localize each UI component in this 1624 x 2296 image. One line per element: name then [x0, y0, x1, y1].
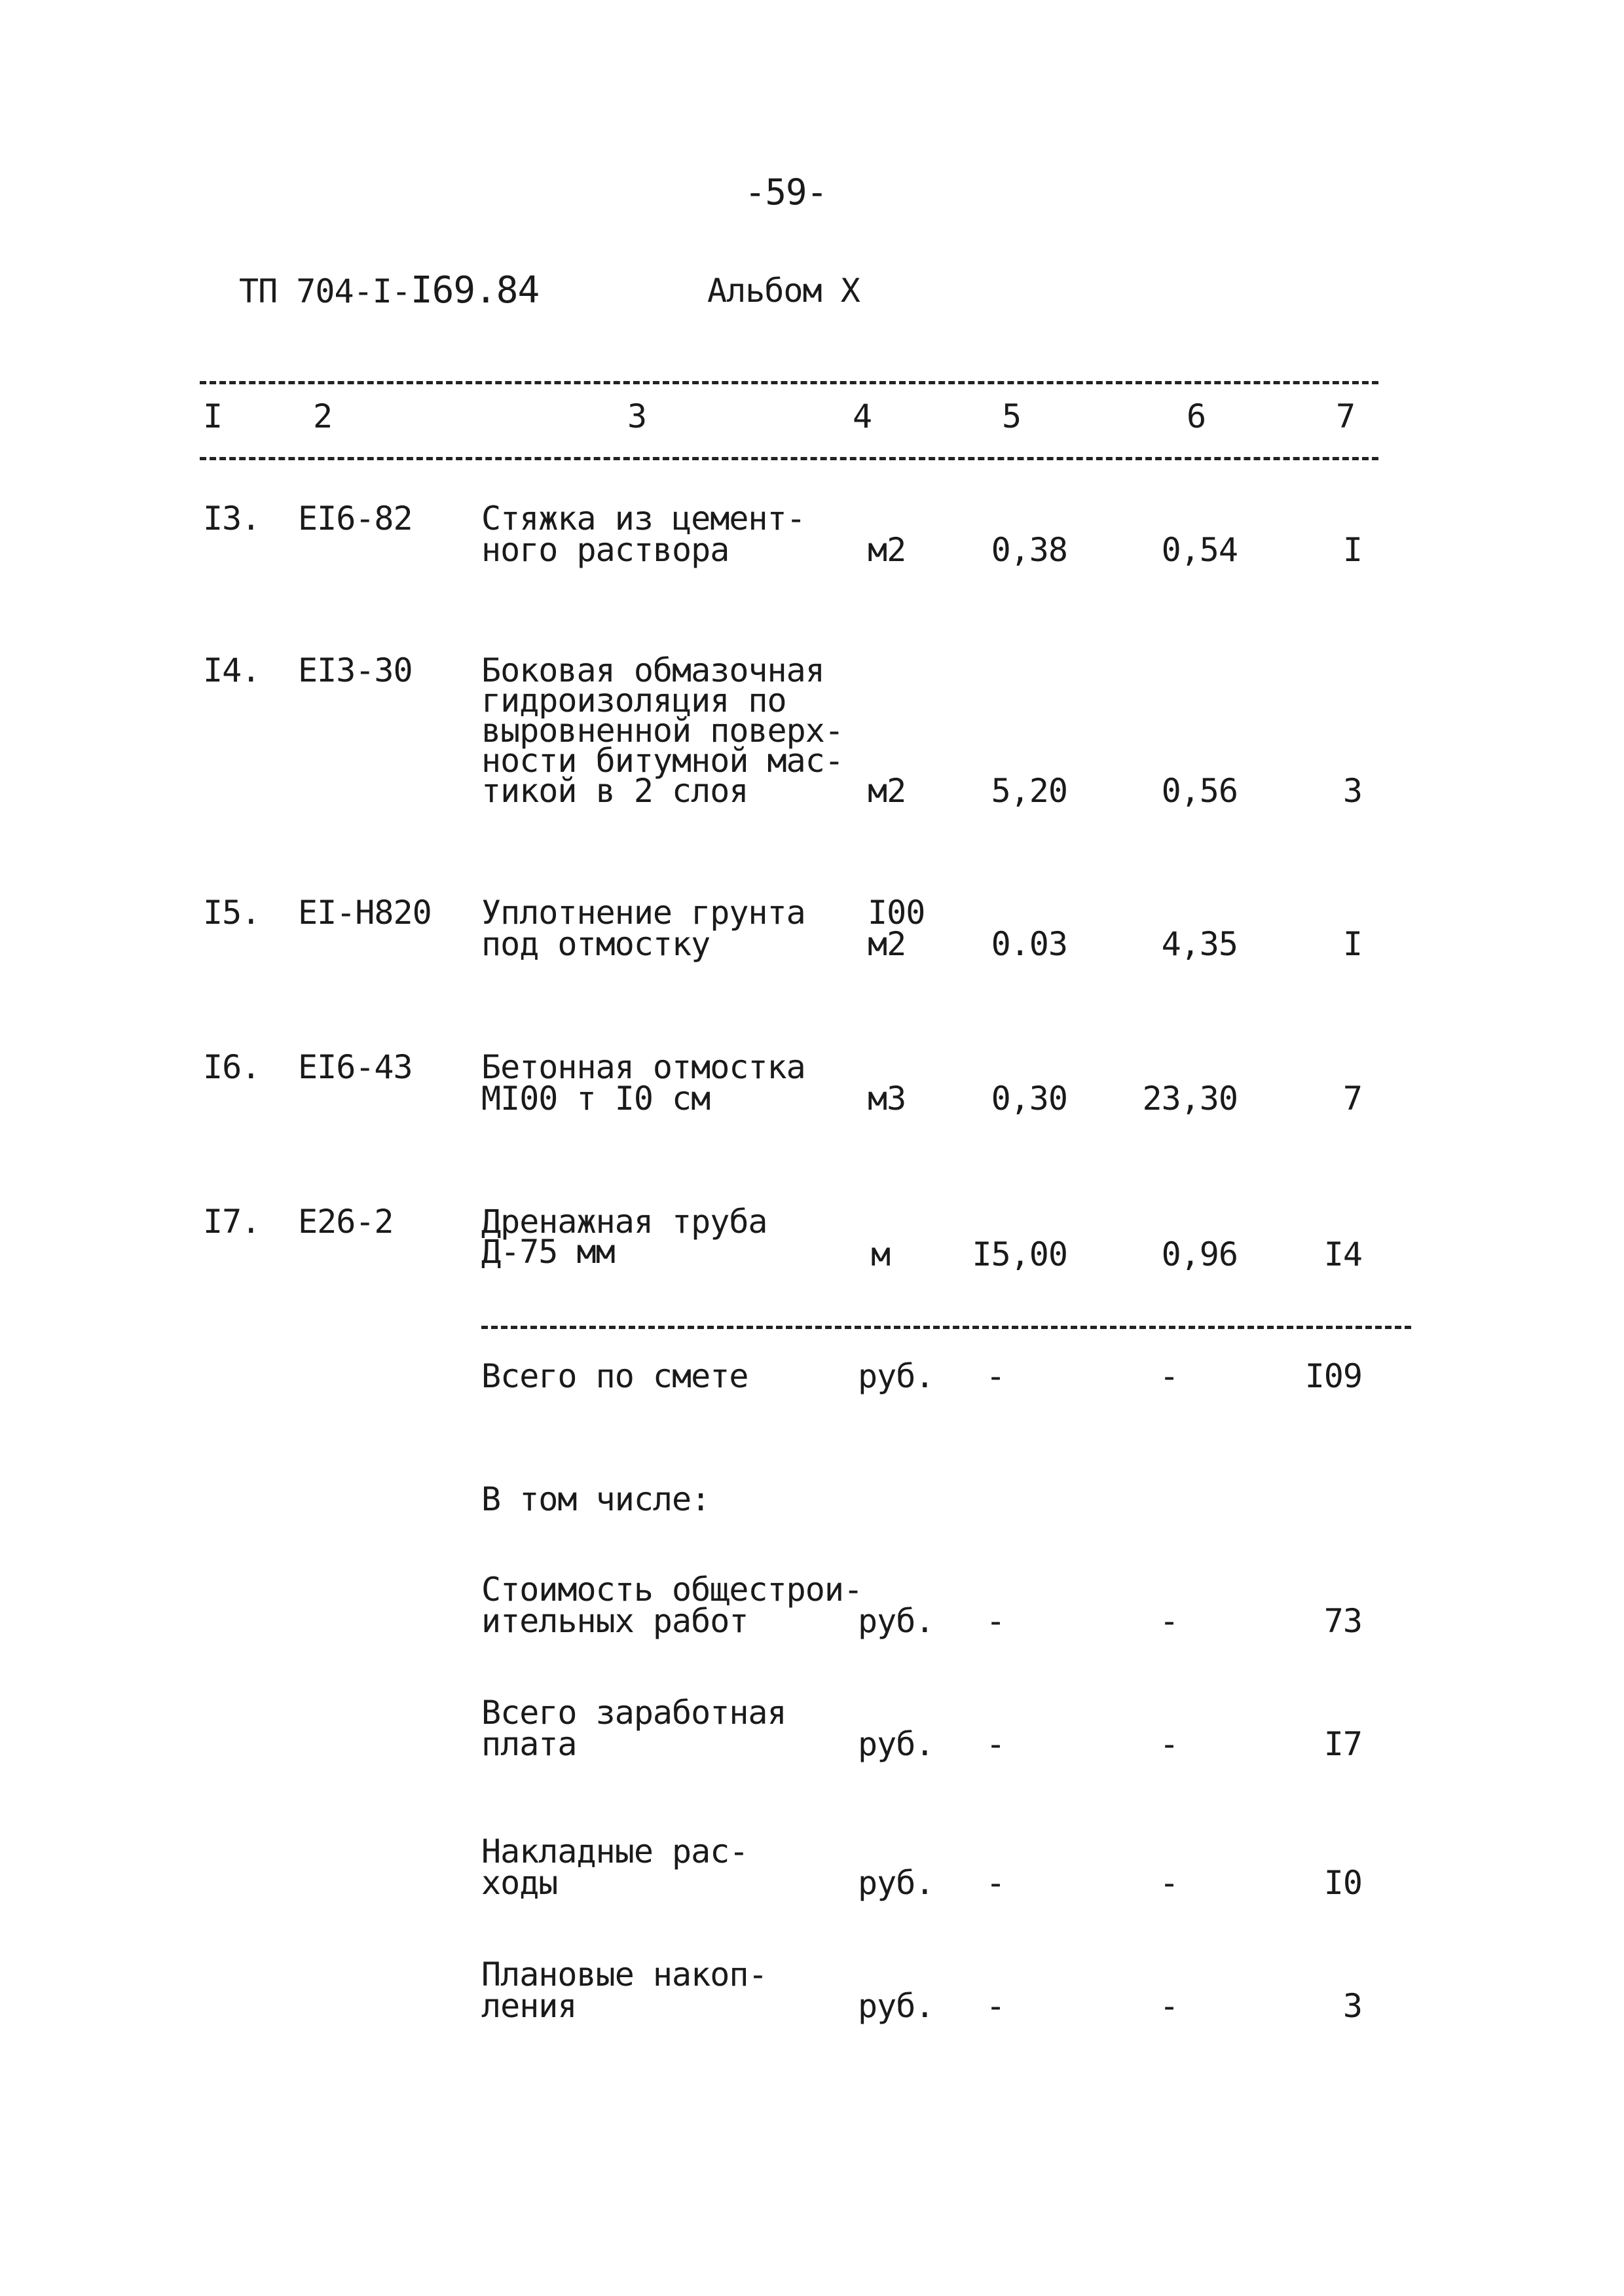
row-description-line: тикой в 2 слоя	[481, 772, 748, 810]
album-label: Альбом X	[707, 272, 860, 310]
summary-dash: -	[986, 1725, 1005, 1763]
row-code: EI3-30	[298, 651, 413, 689]
row-code: EI-H820	[298, 894, 432, 932]
row-number: I7.	[203, 1203, 261, 1241]
summary-dash: -	[986, 1602, 1005, 1640]
row-quantity: 0,38	[991, 531, 1067, 569]
summary-total-label: Всего по смете	[481, 1357, 748, 1395]
row-total: I	[1342, 531, 1362, 569]
summary-item-label-line: ходы	[481, 1864, 558, 1902]
row-unit: м2	[868, 772, 906, 810]
row-description-line: Бетонная отмостка	[481, 1048, 805, 1086]
summary-unit: руб.	[858, 1864, 934, 1902]
summary-dash: -	[1159, 1725, 1179, 1763]
summary-unit: руб.	[858, 1725, 934, 1763]
summary-unit: руб.	[858, 1987, 934, 2025]
row-description-line: MI00 т I0 см	[481, 1080, 710, 1118]
row-total: I4	[1323, 1235, 1362, 1273]
summary-item-label-line: Всего заработная	[481, 1694, 786, 1732]
summary-dash: -	[1159, 1357, 1179, 1395]
column-header-7: 7	[1336, 397, 1356, 435]
summary-item-label-line: Плановые накоп-	[481, 1956, 767, 1994]
row-description-line: Уплотнение грунта	[481, 894, 805, 932]
column-header-3: 3	[627, 397, 647, 435]
column-header-5: 5	[1002, 397, 1022, 435]
column-header-6: 6	[1187, 397, 1206, 435]
summary-dash: -	[1159, 1602, 1179, 1640]
summary-rule	[481, 1326, 1411, 1329]
summary-dash: -	[986, 1864, 1005, 1902]
row-unit-price: 23,30	[1142, 1080, 1238, 1118]
row-description-line: Боковая обмазочная	[481, 651, 824, 689]
summary-unit: руб.	[858, 1602, 934, 1640]
row-quantity: I5,00	[972, 1235, 1067, 1273]
row-unit-price: 0,56	[1161, 772, 1238, 810]
summary-item-label-line: Стоимость общестрои-	[481, 1571, 863, 1609]
row-unit-price: 0,96	[1161, 1235, 1238, 1273]
row-number: I4.	[203, 651, 261, 689]
row-code: E26-2	[298, 1203, 394, 1241]
row-unit-price: 0,54	[1161, 531, 1238, 569]
summary-dash: -	[986, 1357, 1005, 1395]
row-description-line: выровненной поверх-	[481, 712, 843, 750]
summary-unit: руб.	[858, 1357, 934, 1395]
row-unit-line: м2	[868, 925, 906, 963]
summary-item-value: I7	[1323, 1725, 1362, 1763]
summary-item-label-line: ления	[481, 1987, 577, 2025]
summary-item-label-line: плата	[481, 1725, 577, 1763]
column-header-1: I	[203, 397, 223, 435]
document-code-suffix: I69.84	[410, 269, 540, 312]
document-code-prefix: ТП 704-I-	[239, 272, 411, 310]
row-quantity: 0,30	[991, 1080, 1067, 1118]
summary-dash: -	[986, 1987, 1005, 2025]
row-number: I3.	[203, 500, 261, 538]
row-unit-line: I00	[868, 894, 925, 932]
row-quantity: 5,20	[991, 772, 1067, 810]
summary-item-value: 3	[1342, 1987, 1362, 2025]
column-header-2: 2	[313, 397, 333, 435]
header-top-rule	[200, 381, 1378, 384]
row-unit: м3	[868, 1080, 906, 1118]
row-number: I6.	[203, 1048, 261, 1086]
row-description-line: Д-75 мм	[481, 1233, 615, 1271]
row-description-line: Дренажная труба	[481, 1203, 767, 1241]
summary-item-value: 73	[1323, 1602, 1362, 1640]
column-header-4: 4	[853, 397, 872, 435]
row-total: 3	[1342, 772, 1362, 810]
row-total: I	[1342, 925, 1362, 963]
summary-total-value: I09	[1304, 1357, 1362, 1395]
row-unit-price: 4,35	[1161, 925, 1238, 963]
row-number: I5.	[203, 894, 261, 932]
row-description-line: под отмостку	[481, 925, 710, 963]
header-bottom-rule	[200, 457, 1378, 460]
page-number: -59-	[744, 172, 828, 213]
summary-item-value: I0	[1323, 1864, 1362, 1902]
row-code: EI6-43	[298, 1048, 413, 1086]
row-total: 7	[1342, 1080, 1362, 1118]
summary-item-label-line: Накладные рас-	[481, 1832, 748, 1870]
row-unit: м2	[868, 531, 906, 569]
row-description-line: ности битумной мас-	[481, 742, 843, 780]
including-label: В том числе:	[481, 1480, 710, 1518]
row-description-line: гидроизоляция по	[481, 682, 786, 720]
row-code: EI6-82	[298, 500, 413, 538]
document-code	[239, 269, 540, 312]
row-description-line: Стяжка из цемент-	[481, 500, 805, 538]
summary-item-label-line: ительных работ	[481, 1602, 748, 1640]
summary-dash: -	[1159, 1987, 1179, 2025]
summary-dash: -	[1159, 1864, 1179, 1902]
row-unit: м	[871, 1235, 891, 1273]
row-description-line: ного раствора	[481, 531, 729, 569]
row-quantity: 0.03	[991, 925, 1067, 963]
